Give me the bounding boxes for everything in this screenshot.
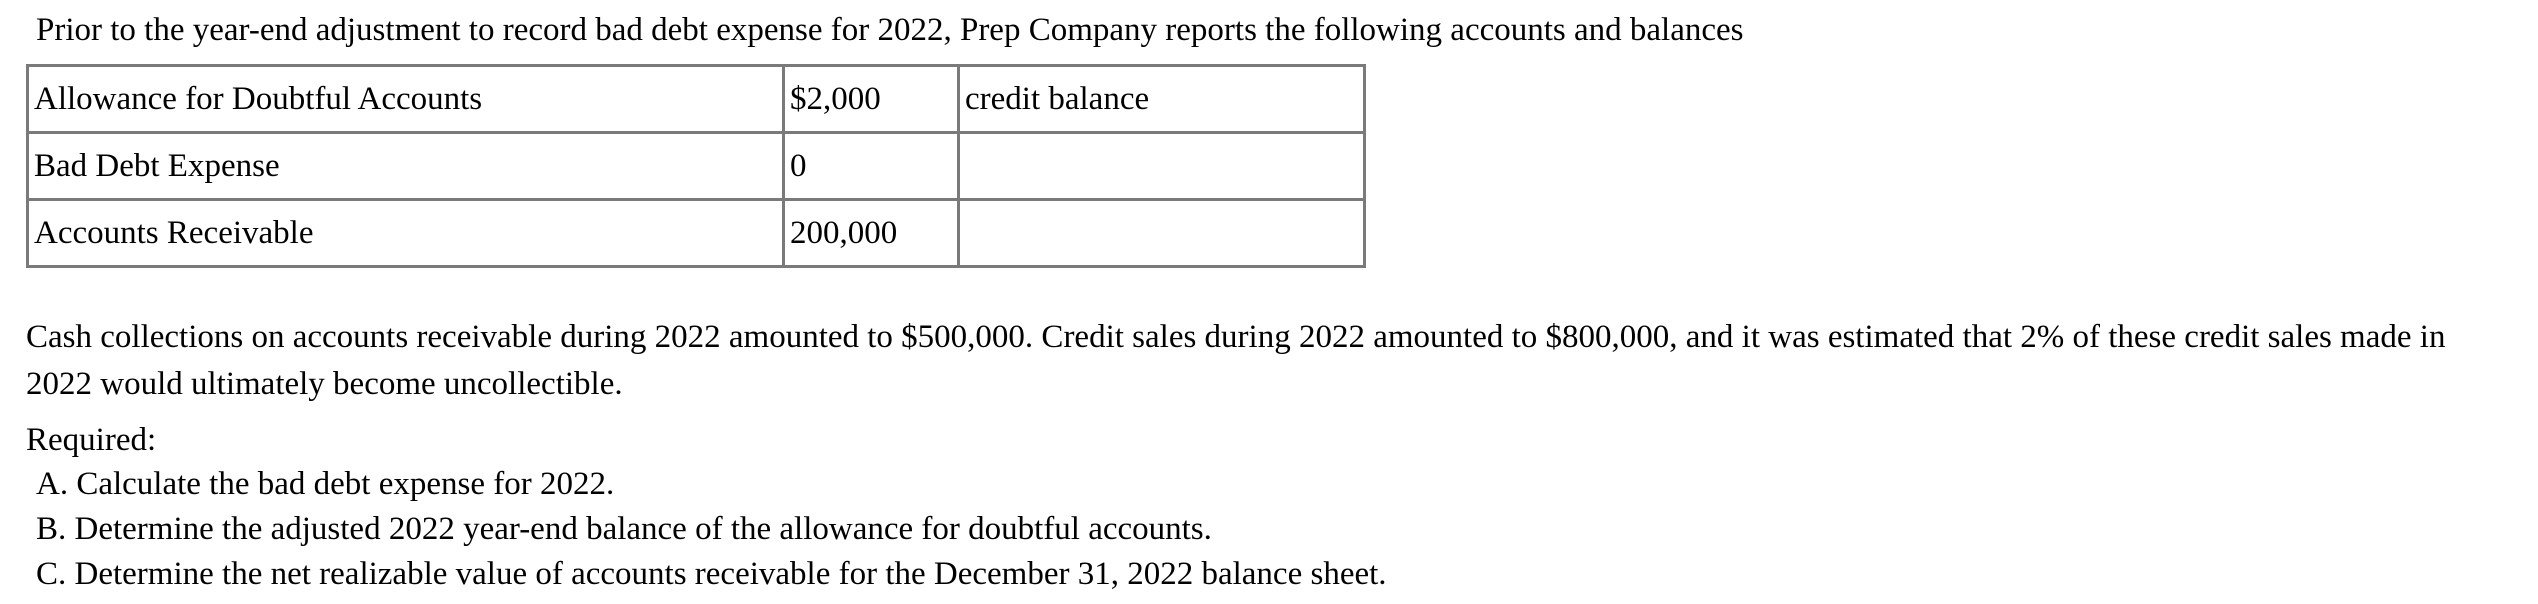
account-amount: $2,000 <box>784 66 959 133</box>
account-name: Bad Debt Expense <box>28 133 784 200</box>
intro-text: Prior to the year-end adjustment to record bad debt expense for 2022, Prep Company reports the following accounts and balances <box>36 12 1744 48</box>
account-note: credit balance <box>959 66 1365 133</box>
table-row <box>28 66 1365 133</box>
list-item: B. Determine the adjusted 2022 year-end balance of the allowance for doubtful accounts. <box>36 511 1212 547</box>
table-row <box>28 200 1365 267</box>
account-balances-table <box>26 64 1366 268</box>
account-note <box>959 133 1365 200</box>
list-item: A. Calculate the bad debt expense for 2022. <box>36 466 615 502</box>
account-amount: 0 <box>784 133 959 200</box>
account-amount: 200,000 <box>784 200 959 267</box>
account-name: Accounts Receivable <box>28 200 784 267</box>
account-note <box>959 200 1365 267</box>
list-item: C. Determine the net realizable value of accounts receivable for the December 31, 2022 balance sheet. <box>36 556 1387 592</box>
table-row <box>28 133 1365 200</box>
account-name: Allowance for Doubtful Accounts <box>28 66 784 133</box>
problem-paragraph: Cash collections on accounts receivable during 2022 amounted to $500,000. Credit sales during 2022 amounted to $800,000, and it was estimated that 2% of these credit sales made in 2022 would ultimately become uncollectible. <box>26 319 2446 402</box>
required-label: Required: <box>26 422 157 458</box>
requirements-list <box>36 462 1387 597</box>
